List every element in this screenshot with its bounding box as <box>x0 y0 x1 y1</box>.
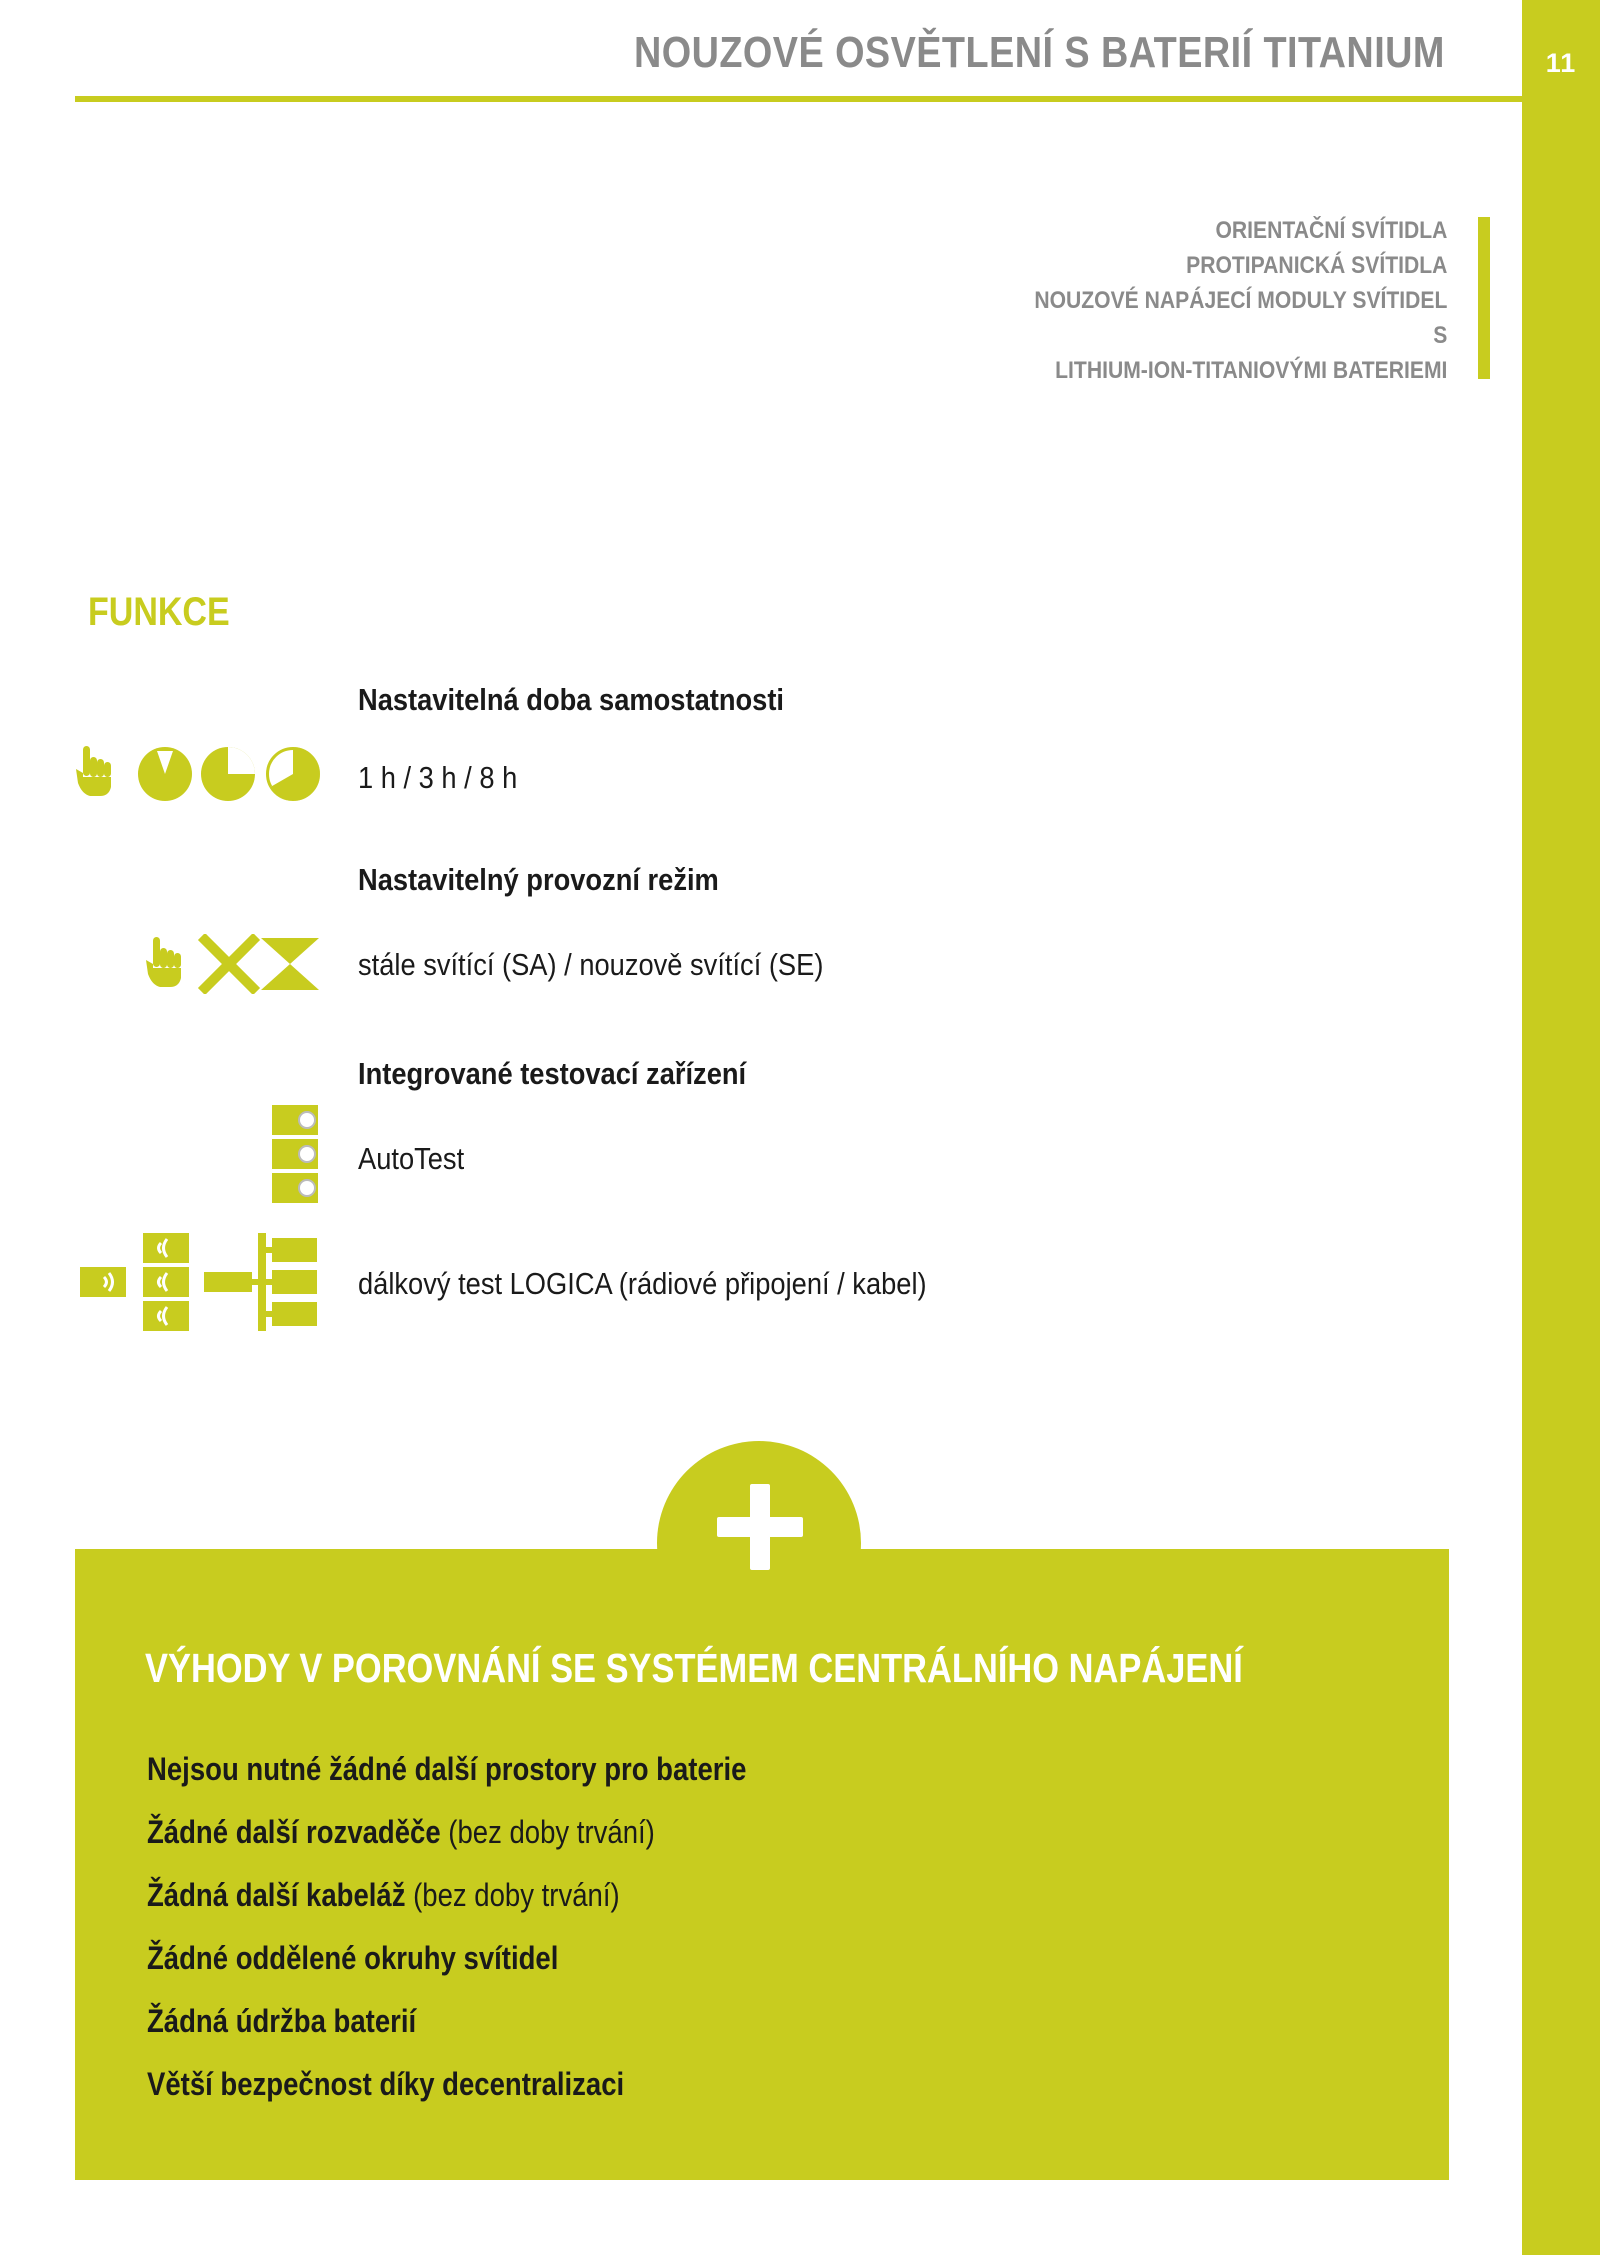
cross-lamp-icon <box>205 940 253 988</box>
autonomy-icons <box>73 743 323 803</box>
advantages-title: VÝHODY V POROVNÁNÍ SE SYSTÉMEM CENTRÁLNÍHO NAPÁJENÍ <box>145 1645 1243 1691</box>
plus-icon <box>717 1484 803 1570</box>
category-item: S <box>1432 322 1447 349</box>
page-number: 11 <box>1545 48 1577 78</box>
hand-pointer-icon <box>146 937 181 987</box>
remote-test-label: dálkový test LOGICA (rádiové připojení / kabel) <box>358 1266 927 1301</box>
category-item: NOUZOVÉ NAPÁJECÍ MODULY SVÍTIDEL <box>1033 287 1447 314</box>
mode-value: stále svítící (SA) / nouzově svítící (SE) <box>358 947 824 982</box>
autotest-label: AutoTest <box>358 1141 465 1176</box>
page-header-title: NOUZOVÉ OSVĚTLENÍ S BATERIÍ TITANIUM <box>634 28 1445 77</box>
test-title: Integrované testovací zařízení <box>358 1056 747 1091</box>
autonomy-value: 1 h / 3 h / 8 h <box>358 760 518 795</box>
clock-3h-icon <box>201 747 255 801</box>
mode-title: Nastavitelný provozní režim <box>358 862 719 897</box>
hourglass-lamp-icon <box>261 938 319 990</box>
category-item: ORIENTAČNÍ SVÍTIDLA <box>1215 217 1447 244</box>
list-item: Žádná údržba baterií <box>147 2003 417 2039</box>
advantages-list <box>147 1738 746 2116</box>
list-item: Žádné oddělené okruhy svítidel <box>147 1940 559 1976</box>
category-item: LITHIUM-ION-TITANIOVÝMI BATERIEMI <box>1054 357 1447 384</box>
category-marker-bar <box>1478 217 1490 379</box>
clock-8h-icon <box>268 747 320 801</box>
list-item: Větší bezpečnost díky decentralizaci <box>147 2066 625 2102</box>
autotest-icon <box>270 1105 320 1203</box>
category-list <box>1034 213 1447 388</box>
remote-test-icon <box>78 1233 323 1331</box>
hand-pointer-icon <box>76 746 111 796</box>
mode-icons <box>143 934 323 994</box>
functions-heading: FUNKCE <box>88 590 230 634</box>
header-divider <box>75 96 1522 102</box>
autonomy-title: Nastavitelná doba samostatnosti <box>358 682 784 717</box>
category-item: PROTIPANICKÁ SVÍTIDLA <box>1185 252 1447 279</box>
list-item: Žádné další rozvaděče (bez doby trvání) <box>147 1814 655 1850</box>
side-accent-bar <box>1522 0 1600 2255</box>
list-item: Žádná další kabeláž (bez doby trvání) <box>147 1877 620 1913</box>
clock-1h-icon <box>138 747 192 801</box>
list-item: Nejsou nutné žádné další prostory pro baterie <box>147 1751 747 1787</box>
